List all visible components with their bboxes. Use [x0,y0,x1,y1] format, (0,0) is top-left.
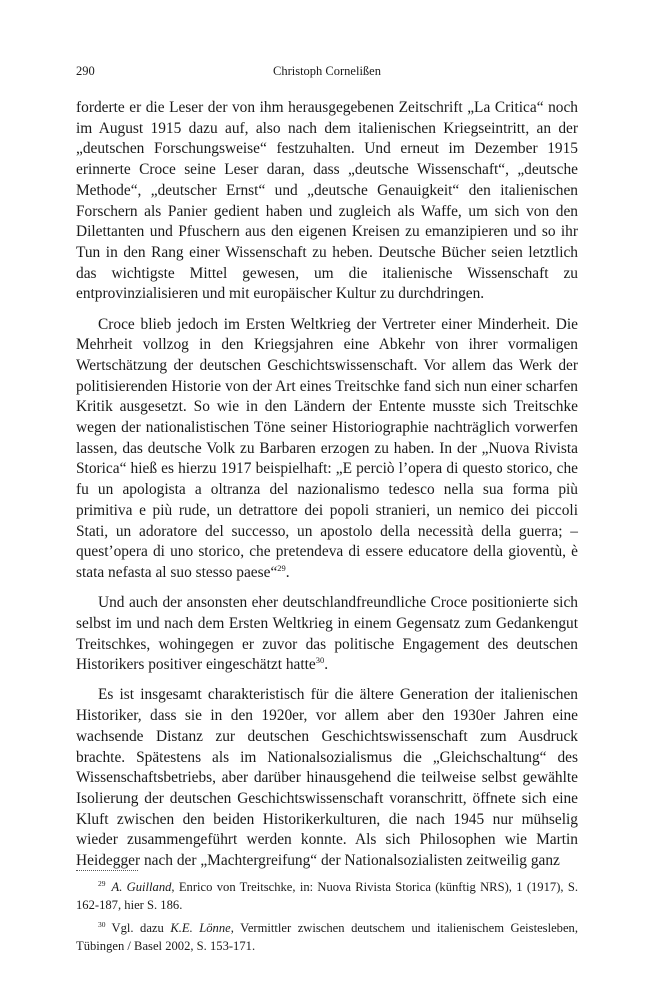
footnote-text: , Enrico von Treitschke, in: Nuova Rivista Storica (künftig NRS), 1 (1917), S. 162-187, hier S. 186. [76,880,578,912]
running-head: Christoph Cornelißen [273,64,381,78]
paragraph-text: Und auch der ansonsten eher deutschlandfreundliche Croce positionierte sich selbst im und nach dem Ersten Weltkrieg in einem Gegensatz zum Gedankengut Treitschkes, wohingegen er zuvor das politische Engagement des deutschen Historikers positiver eingeschätzt hatte [76,594,578,674]
footnote-29 [76,879,578,914]
body-text [76,98,578,872]
footnote-text: , Vermittler zwischen deutschem und italienischem Geistesleben, Tübingen / Basel 2002, S. 153-171. [76,921,578,953]
footnote-author: K.E. Lönne [170,921,231,935]
paragraph-text: Croce blieb jedoch im Ersten Weltkrieg der Vertreter einer Minderheit. Die Mehrheit vollzog in den Kriegsjahren eine Abkehr von ihrer vormaligen Wertschätzung der deutschen Geschichtswissenschaft. Vor allem das Werk der politisierenden Historie von der Art eines Treitschke fand sich nun einer scharfen Kritik ausgesetzt. So wie in den Ländern der Entente musste sich Treitschke wegen der nationalistischen Töne seiner Historiographie nachträglich vorwerfen lassen, das deutsche Volk zu Barbaren erzogen zu haben. In der „Nuova Rivista Storica“ hieß es hierzu 1917 beispielhaft: „E perciò l’opera di questo storico, che fu un apologista a oltranza del nazionalismo tedesco nella sua forma più primitiva e più rude, un detrattore dei popoli stranieri, un nemico dei piccoli Stati, un adoratore del successo, un apostolo della necessità della guerra; – quest’opera di uno storico, che pretendeva di essere educatore della gioventù, è stata nefasta al suo stesso paese“ [76,315,578,581]
paragraph-2: Croce blieb jedoch im Ersten Weltkrieg der Vertreter einer Minderheit. Die Mehrheit vollzog in den Kriegsjahren eine Abkehr von ihrer vormaligen Wertschätzung der deutschen Geschichtswissenschaft. Vor allem das Werk der politisierenden Historie von der Art eines Treitschke fand sich nun einer scharfen Kritik ausgesetzt. So wie in den Ländern der Entente musste sich Treitschke wegen der nationalistischen Töne seiner Historiographie nachträglich vorwerfen lassen, das deutsche Volk zu Barbaren erzogen zu haben. In der „Nuova Rivista Storica“ hieß es hierzu 1917 beispielhaft: „E perciò l’opera di questo storico, che fu un apologista a oltranza del nazionalismo tedesco nella sua forma più primitiva e più rude, un detrattore dei popoli stranieri, un nemico dei piccoli Stati, un adoratore del successo, un apostolo della necessità della guerra; – quest’opera di uno storico, che pretendeva di essere educatore della gioventù, è stata nefasta al suo stesso paese“$^{29}$. [76,315,578,581]
footnote-author: A. Guilland [111,880,172,894]
paragraph-text: Es ist insgesamt charakteristisch für die ältere Generation der italienischen Historiker, dass sie in den 1920er, vor allem aber den 1930er Jahren eine wachsende Distanz zur deutschen Geschichtswissenschaft zum Ausdruck brachte. Spätestens als im Nationalsozialismus die „Gleichschaltung“ des Wissenschaftsbetriebs, aber darüber hinausgehend die teilweise selbst gewählte Isolierung der deutschen Geschichtswissenschaft voranschritt, öffnete sich eine Kluft zwischen den beiden Historikerkulturen, die nach 1945 nur mühselig wieder zusammengeführt werden konnte. Als sich Philosophen wie Martin Heidegger nach der „Machtergreifung“ der Nationalsozialisten zeitweilig ganz [76,686,578,870]
paragraph-text: forderte er die Leser der von ihm herausgegebenen Zeitschrift „La Critica“ noch im August 1915 dazu auf, also nach dem italienischen Kriegseintritt, an der „deutschen Forschungsweise“ festzuhalten. Und erneut im Dezember 1915 erinnerte Croce seine Leser daran, dass „deutsche Wissenschaft“, „deutsche Methode“, „deutscher Ernst“ und „deutsche Genauigkeit“ den italienischen Forschern als Panier gedient haben und zugleich als Waffe, um sich von den Dilettanten und Pfuschern aus den eigenen Kreisen zu emanzipieren und so ihr Tun in den Rang einer Wissenschaft zu heben. Deutsche Bücher seien letztlich das wichtigste Mittel gewesen, um die italienische Wissenschaft zu entprovinzialisieren und mit europäischer Kultur zu durchdringen. [76,99,578,303]
page-header [76,64,578,86]
footnotes [76,879,578,961]
paragraph-4 [76,685,578,871]
page-number: 290 [76,64,95,78]
footnote-prefix: Vgl. dazu [111,921,171,935]
footnote-ref-30[interactable]: 30 [315,655,325,666]
page [76,64,578,872]
footnote-30 [76,920,578,955]
footnote-number: 29 [98,878,106,888]
footnote-divider [76,870,138,871]
footnote-ref-29[interactable]: 29 [277,562,286,573]
paragraph-1 [76,98,578,305]
footnote-number: 30 [98,919,106,929]
paragraph-3: Und auch der ansonsten eher deutschlandfreundliche Croce positionierte sich selbst im und nach dem Ersten Weltkrieg in einem Gegensatz zum Gedankengut Treitschkes, wohingegen er zuvor das politische Engagement des deutschen Historikers positiver eingeschätzt hatte$^{30}$. [76,594,578,674]
